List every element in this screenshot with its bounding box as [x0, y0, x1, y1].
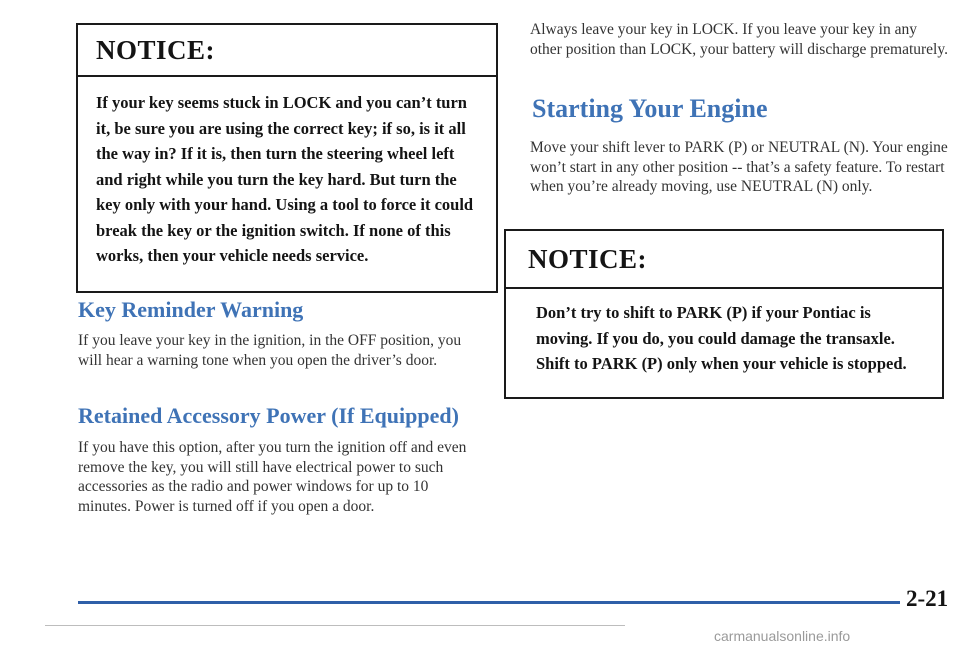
notice-body: Don’t try to shift to PARK (P) if your Pontiac is moving. If you do, you could damage the transaxle. Shift to PARK (P) only when your vehicle is stopped.: [536, 303, 907, 373]
page-number: 2-21: [906, 586, 949, 611]
site-watermark: carmanualsonline.info: [714, 628, 851, 644]
shift-notice-box: [504, 229, 944, 399]
notice-title: NOTICE:: [78, 25, 496, 77]
starting-engine-heading: Starting Your Engine: [532, 94, 768, 123]
lock-advice-text: Always leave your key in LOCK. If you leave your key in any other position than LOCK, your battery will discharge prematurely.: [530, 21, 948, 58]
retained-accessory-power-heading: Retained Accessory Power (If Equipped): [78, 403, 459, 428]
notice-body: If your key seems stuck in LOCK and you can’t turn it, be sure you are using the correct key; if so, is it all the way in? If it is, then turn the steering wheel left and right while you turn the key hard. But turn the key only with your hand. Using a tool to force it could break the key or the ignition switch. If none of this works, then your vehicle needs service.: [96, 93, 474, 265]
bottom-divider: [45, 625, 625, 626]
footer-rule: [78, 601, 900, 604]
notice-title: NOTICE:: [506, 231, 942, 289]
key-reminder-text: If you leave your key in the ignition, in the OFF position, you will hear a warning tone when you open the driver’s door.: [78, 332, 462, 369]
ignition-notice-box: [76, 23, 498, 293]
starting-engine-text: Move your shift lever to PARK (P) or NEUTRAL (N). Your engine won’t start in any other position -- that’s a safety feature. To restart when you’re already moving, use NEUTRAL (N) only.: [530, 139, 948, 195]
retained-accessory-power-text: If you have this option, after you turn the ignition off and even remove the key, you will still have electrical power to such accessories as the radio and power windows for up to 10 minutes. Power is turned off if you open a door.: [78, 439, 467, 515]
key-reminder-heading: Key Reminder Warning: [78, 297, 304, 322]
